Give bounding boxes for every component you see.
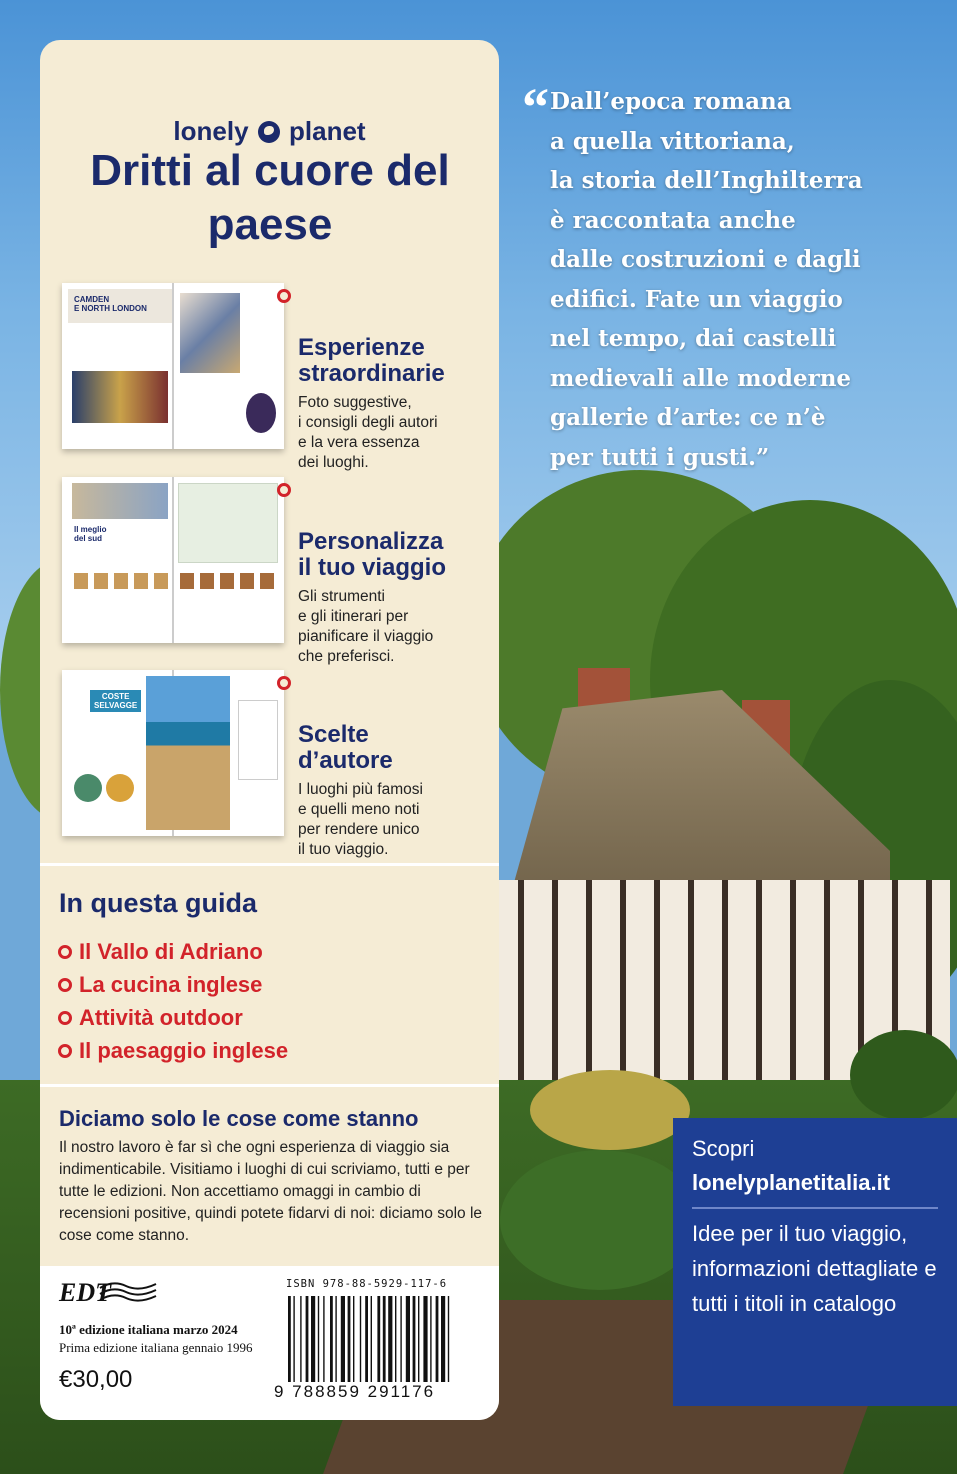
book-spine bbox=[172, 283, 174, 449]
bullet-icon bbox=[58, 978, 72, 992]
guide-item-label: Il Vallo di Adriano bbox=[79, 939, 263, 964]
guide-item-label: Il paesaggio inglese bbox=[79, 1038, 289, 1063]
guide-item bbox=[58, 1001, 288, 1034]
barcode-bar bbox=[360, 1296, 361, 1382]
book-preview-image bbox=[62, 670, 284, 836]
book-photo bbox=[180, 293, 240, 373]
barcode-number: 9 788859 291176 bbox=[274, 1382, 436, 1401]
feature-customize bbox=[62, 477, 492, 665]
honest-text: Il nostro lavoro è far sì che ogni esperienza di viaggio sia indimenticabile. Visitiamo i luoghi di cui scriviamo, tutti e per tutte le edizioni. Non accettiamo omaggi in cambio di recensioni positive, quindi potete fidarvi di noi: diciamo solo le cose come stanno. bbox=[59, 1139, 483, 1244]
divider bbox=[40, 863, 499, 866]
feature-desc: I luoghi più famosi e quelli meno noti per rendere unico il tuo viaggio. bbox=[298, 781, 423, 858]
barcode-bar bbox=[306, 1296, 309, 1382]
book-map bbox=[178, 483, 278, 563]
barcode-bar bbox=[365, 1296, 368, 1382]
quote-open-mark: “ bbox=[522, 77, 549, 137]
barcode-bar bbox=[318, 1296, 319, 1382]
barcode-bar bbox=[413, 1296, 416, 1382]
feature-text bbox=[298, 477, 498, 667]
promo-website-link[interactable]: lonelyplanetitalia.it bbox=[692, 1170, 891, 1195]
barcode-bar bbox=[436, 1296, 439, 1382]
barcode-bar bbox=[400, 1296, 401, 1382]
promo-scopri: Scopri bbox=[692, 1136, 755, 1161]
bullet-icon bbox=[58, 1011, 72, 1025]
barcode-bar bbox=[371, 1296, 372, 1382]
guide-item bbox=[58, 1034, 288, 1067]
divider bbox=[692, 1207, 938, 1209]
quote-text: Dall’epoca romana a quella vittoriana, la storia dell’Inghilterra è raccontata anche dalle costruzioni e dagli edifici. Fate un viaggio nel tempo, dai castelli medievali alle moderne gallerie d’arte: ce n’è per tutti i gusti.” bbox=[550, 88, 863, 471]
book-preview-image bbox=[62, 283, 284, 449]
barcode-bar bbox=[441, 1296, 445, 1382]
barcode-bar bbox=[423, 1296, 427, 1382]
feature-title-text: Personalizza il tuo viaggio bbox=[298, 528, 446, 581]
barcode-bar bbox=[383, 1296, 386, 1382]
barcode-bar bbox=[388, 1296, 392, 1382]
feature-desc: Gli strumenti e gli itinerari per pianificare il viaggio che preferisci. bbox=[298, 588, 434, 665]
flowers bbox=[850, 1030, 957, 1120]
barcode-bar bbox=[323, 1296, 324, 1382]
price: €30,00 bbox=[59, 1366, 133, 1393]
book-photo bbox=[74, 573, 170, 589]
book-tag: Il meglio del sud bbox=[74, 525, 107, 543]
waves-icon bbox=[98, 1278, 158, 1308]
edition-text: 10ª edizione italiana marzo 2024 bbox=[59, 1322, 238, 1337]
guide-title: In questa guida bbox=[59, 888, 258, 918]
feature-title-text: Esperienze straordinarie bbox=[298, 334, 445, 387]
bullet-icon bbox=[58, 945, 72, 959]
book-tag: COSTE SELVAGGE bbox=[90, 690, 141, 712]
globe-icon bbox=[258, 121, 280, 143]
book-photo bbox=[74, 774, 102, 802]
bullet-icon bbox=[277, 676, 291, 690]
barcode-bar bbox=[418, 1296, 419, 1382]
lonely-planet-logo bbox=[40, 116, 499, 147]
guide-item bbox=[58, 935, 288, 968]
publisher-box bbox=[40, 1266, 499, 1420]
book-photo bbox=[180, 573, 276, 589]
first-edition-text: Prima edizione italiana gennaio 1996 bbox=[59, 1340, 253, 1355]
barcode-bar bbox=[348, 1296, 351, 1382]
book-tag: CAMDEN E NORTH LONDON bbox=[74, 295, 147, 313]
flowers bbox=[530, 1070, 690, 1150]
barcode-bar bbox=[330, 1296, 333, 1382]
barcode-bar bbox=[353, 1296, 354, 1382]
book-photo bbox=[246, 393, 276, 433]
feature-title bbox=[298, 283, 498, 387]
guide-item-label: Attività outdoor bbox=[79, 1005, 243, 1030]
guide-list bbox=[58, 935, 288, 1067]
barcode-bar bbox=[430, 1296, 431, 1382]
barcode-bar bbox=[377, 1296, 380, 1382]
feature-authors-choice bbox=[62, 670, 492, 858]
barcode-bar bbox=[335, 1296, 336, 1382]
book-photo bbox=[146, 676, 230, 830]
bullet-icon bbox=[58, 1044, 72, 1058]
feature-experiences bbox=[62, 283, 492, 471]
logo-text-right: planet bbox=[289, 116, 366, 146]
feature-title-text: Scelte d’autore bbox=[298, 721, 393, 774]
feature-title bbox=[298, 477, 498, 581]
barcode-bar bbox=[300, 1296, 301, 1382]
barcode-bar bbox=[341, 1296, 345, 1382]
barcode-bar bbox=[406, 1296, 410, 1382]
logo-text-left: lonely bbox=[173, 116, 249, 146]
bullet-icon bbox=[277, 483, 291, 497]
divider bbox=[40, 1084, 499, 1087]
feature-text bbox=[298, 283, 498, 473]
feature-desc: Foto suggestive, i consigli degli autori e la vera essenza dei luoghi. bbox=[298, 394, 438, 471]
barcode-bar bbox=[395, 1296, 396, 1382]
honest-title: Diciamo solo le cose come stanno bbox=[59, 1106, 419, 1131]
bullet-icon bbox=[277, 289, 291, 303]
flowers bbox=[500, 1150, 700, 1290]
info-panel bbox=[40, 40, 499, 1420]
barcode-bar bbox=[311, 1296, 315, 1382]
promo-desc: Idee per il tuo viaggio, informazioni dettagliate e tutti i titoli in catalogo bbox=[692, 1221, 937, 1316]
edt-logo: EDT bbox=[59, 1278, 111, 1307]
barcode bbox=[286, 1296, 486, 1382]
headline: Dritti al cuore del paese bbox=[90, 146, 450, 249]
website-promo bbox=[673, 1118, 957, 1406]
book-preview-image bbox=[62, 477, 284, 643]
feature-title bbox=[298, 670, 498, 774]
book-spine bbox=[172, 477, 174, 643]
book-photo bbox=[72, 483, 168, 519]
guide-item bbox=[58, 968, 288, 1001]
barcode-bar bbox=[448, 1296, 449, 1382]
isbn: ISBN 978-88-5929-117-6 bbox=[286, 1278, 448, 1290]
book-photo bbox=[72, 371, 168, 423]
feature-text bbox=[298, 670, 498, 860]
book-photo bbox=[106, 774, 134, 802]
book-map bbox=[238, 700, 278, 780]
barcode-bar bbox=[288, 1296, 291, 1382]
barcode-bar bbox=[293, 1296, 294, 1382]
guide-item-label: La cucina inglese bbox=[79, 972, 263, 997]
